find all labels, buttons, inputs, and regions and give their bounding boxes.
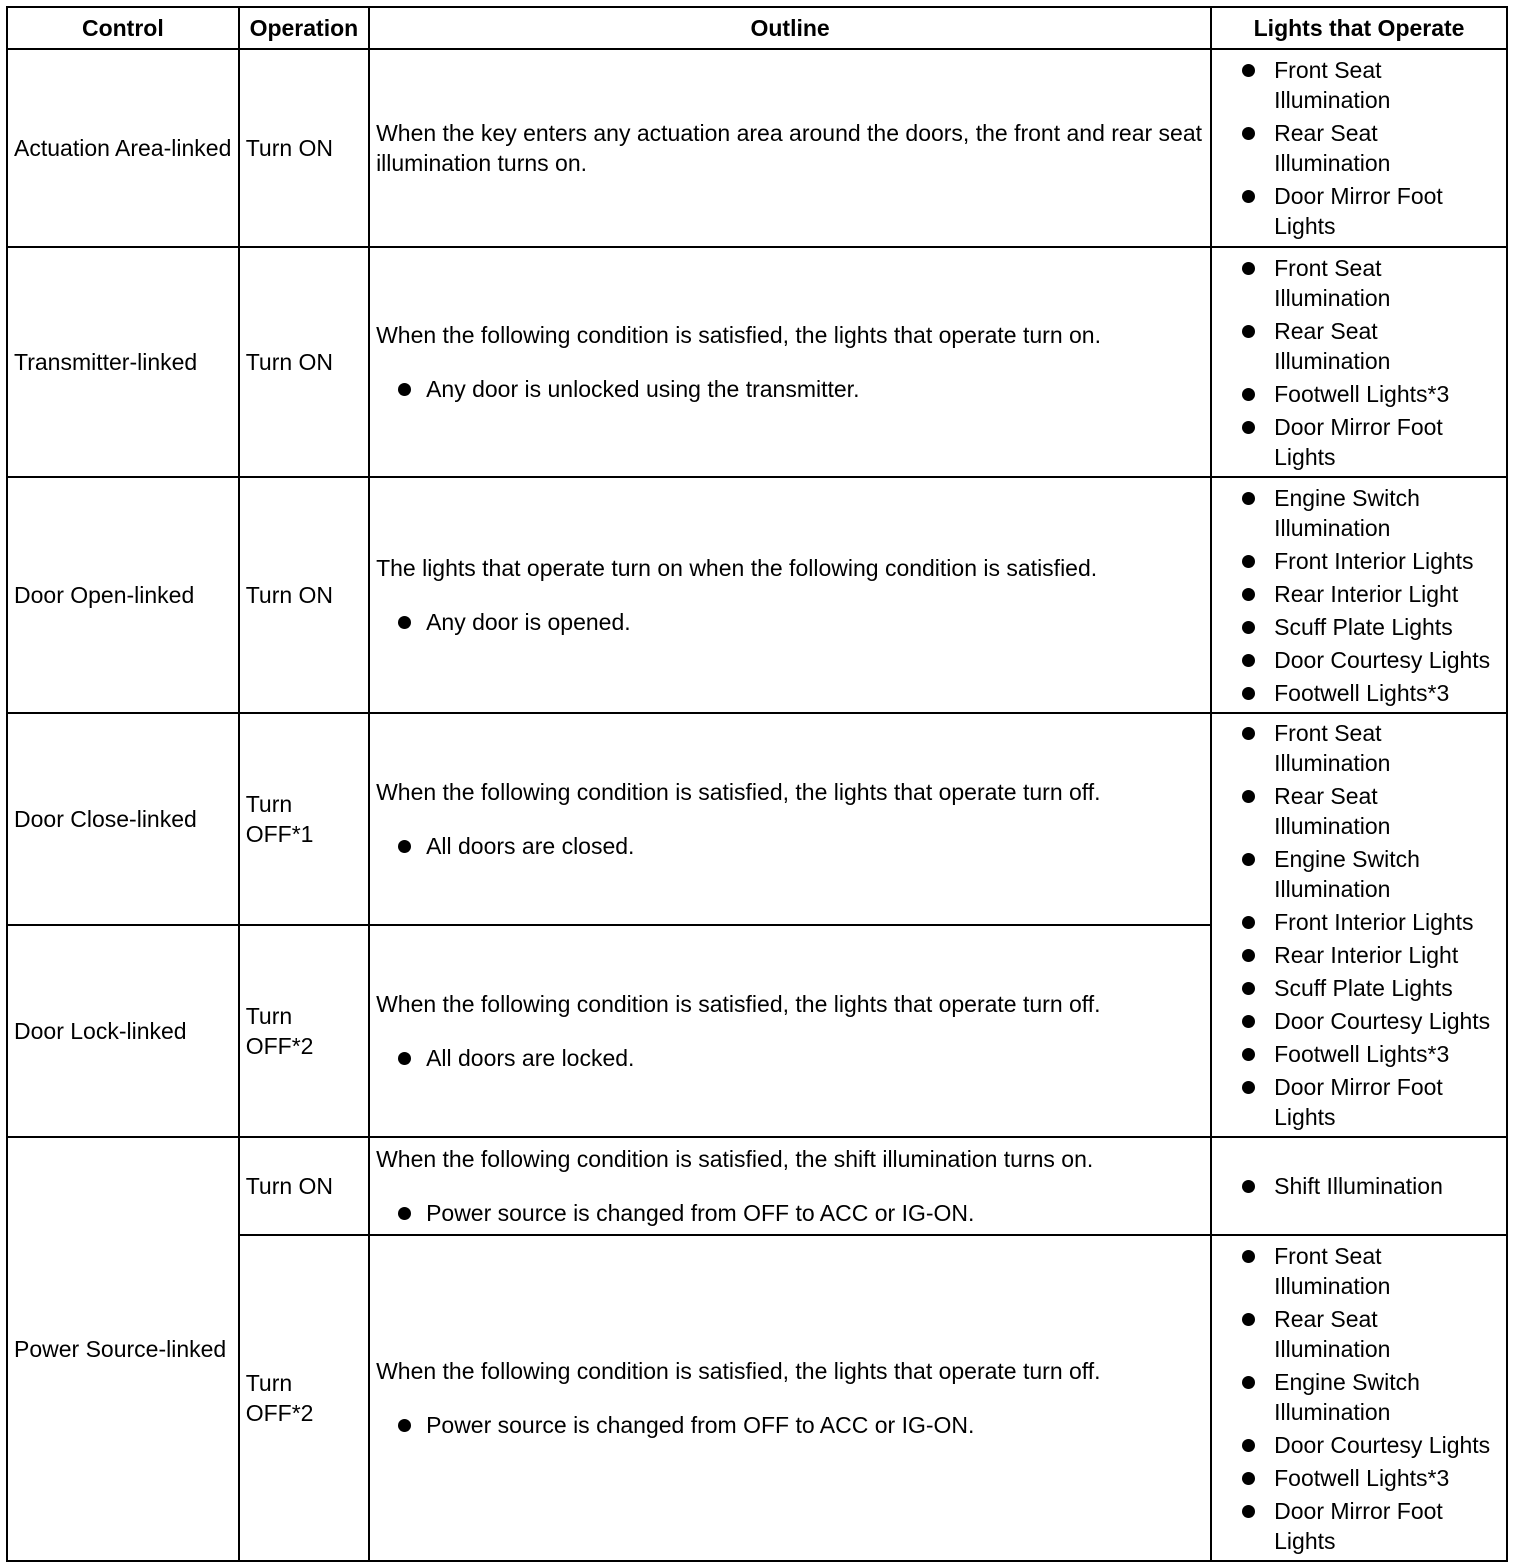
list-item: Door Mirror Foot Lights bbox=[1238, 1496, 1500, 1556]
table-row bbox=[7, 713, 1507, 925]
list-item: Door Mirror Foot Lights bbox=[1238, 1072, 1500, 1132]
outline-text: When the key enters any actuation area around the doors, the front and rear seat illumination turns on. bbox=[376, 120, 1203, 176]
condition-list bbox=[376, 831, 1204, 861]
lights-cell bbox=[1211, 247, 1507, 477]
list-item: Engine Switch Illumination bbox=[1238, 1367, 1500, 1427]
table-row bbox=[7, 1137, 1507, 1235]
condition-list bbox=[376, 607, 1204, 637]
list-item: Rear Interior Light bbox=[1238, 579, 1500, 609]
condition-list bbox=[376, 1043, 1204, 1073]
operation-cell: Turn OFF*2 bbox=[239, 1235, 369, 1561]
list-item: Front Seat Illumination bbox=[1238, 253, 1500, 313]
list-item: Door Courtesy Lights bbox=[1238, 1006, 1500, 1036]
control-cell: Door Open-linked bbox=[7, 477, 239, 713]
control-cell: Door Lock-linked bbox=[7, 925, 239, 1137]
list-item: Door Courtesy Lights bbox=[1238, 1430, 1500, 1460]
list-item: Scuff Plate Lights bbox=[1238, 973, 1500, 1003]
lights-control-table bbox=[6, 6, 1508, 1562]
list-item: Footwell Lights*3 bbox=[1238, 1463, 1500, 1493]
list-item: Rear Seat Illumination bbox=[1238, 316, 1500, 376]
header-outline: Outline bbox=[369, 7, 1211, 49]
condition-item: Power source is changed from OFF to ACC or IG-ON. bbox=[394, 1410, 1204, 1440]
header-row bbox=[7, 7, 1507, 49]
lights-cell bbox=[1211, 713, 1507, 1137]
list-item: Rear Seat Illumination bbox=[1238, 1304, 1500, 1364]
list-item: Front Interior Lights bbox=[1238, 546, 1500, 576]
outline-text: When the following condition is satisfied, the lights that operate turn on. bbox=[376, 322, 1101, 348]
list-item: Front Interior Lights bbox=[1238, 907, 1500, 937]
outline-cell bbox=[369, 477, 1211, 713]
lights-list bbox=[1218, 1241, 1500, 1556]
header-lights: Lights that Operate bbox=[1211, 7, 1507, 49]
header-operation: Operation bbox=[239, 7, 369, 49]
table-row bbox=[7, 477, 1507, 713]
list-item: Footwell Lights*3 bbox=[1238, 678, 1500, 708]
outline-cell bbox=[369, 247, 1211, 477]
condition-item: Any door is opened. bbox=[394, 607, 1204, 637]
table-row bbox=[7, 247, 1507, 477]
list-item: Door Courtesy Lights bbox=[1238, 645, 1500, 675]
list-item: Footwell Lights*3 bbox=[1238, 1039, 1500, 1069]
header-control: Control bbox=[7, 7, 239, 49]
operation-cell: Turn ON bbox=[239, 1137, 369, 1235]
list-item: Front Seat Illumination bbox=[1238, 718, 1500, 778]
outline-text: The lights that operate turn on when the following condition is satisfied. bbox=[376, 555, 1098, 581]
list-item: Rear Interior Light bbox=[1238, 940, 1500, 970]
condition-list bbox=[376, 1198, 1204, 1228]
control-cell: Door Close-linked bbox=[7, 713, 239, 925]
list-item: Rear Seat Illumination bbox=[1238, 781, 1500, 841]
lights-list bbox=[1218, 483, 1500, 708]
condition-item: Power source is changed from OFF to ACC or IG-ON. bbox=[394, 1198, 1204, 1228]
operation-cell: Turn ON bbox=[239, 247, 369, 477]
operation-cell: Turn OFF*1 bbox=[239, 713, 369, 925]
outline-text: When the following condition is satisfied, the shift illumination turns on. bbox=[376, 1146, 1094, 1172]
condition-list bbox=[376, 1410, 1204, 1440]
condition-list bbox=[376, 374, 1204, 404]
outline-text: When the following condition is satisfied, the lights that operate turn off. bbox=[376, 779, 1101, 805]
condition-item: Any door is unlocked using the transmitter. bbox=[394, 374, 1204, 404]
lights-cell bbox=[1211, 1235, 1507, 1561]
condition-item: All doors are locked. bbox=[394, 1043, 1204, 1073]
list-item: Rear Seat Illumination bbox=[1238, 118, 1500, 178]
list-item: Engine Switch Illumination bbox=[1238, 844, 1500, 904]
outline-cell bbox=[369, 925, 1211, 1137]
list-item: Scuff Plate Lights bbox=[1238, 612, 1500, 642]
operation-cell: Turn OFF*2 bbox=[239, 925, 369, 1137]
lights-list bbox=[1218, 253, 1500, 472]
lights-list bbox=[1218, 1171, 1500, 1201]
list-item: Door Mirror Foot Lights bbox=[1238, 181, 1500, 241]
list-item: Front Seat Illumination bbox=[1238, 1241, 1500, 1301]
outline-cell bbox=[369, 1137, 1211, 1235]
outline-text: When the following condition is satisfied, the lights that operate turn off. bbox=[376, 991, 1101, 1017]
operation-cell: Turn ON bbox=[239, 49, 369, 247]
operation-cell: Turn ON bbox=[239, 477, 369, 713]
outline-cell bbox=[369, 713, 1211, 925]
control-cell: Transmitter-linked bbox=[7, 247, 239, 477]
condition-item: All doors are closed. bbox=[394, 831, 1204, 861]
lights-cell bbox=[1211, 49, 1507, 247]
outline-cell bbox=[369, 49, 1211, 247]
outline-text: When the following condition is satisfied, the lights that operate turn off. bbox=[376, 1358, 1101, 1384]
table-row bbox=[7, 49, 1507, 247]
outline-cell bbox=[369, 1235, 1211, 1561]
list-item: Engine Switch Illumination bbox=[1238, 483, 1500, 543]
lights-cell bbox=[1211, 477, 1507, 713]
list-item: Shift Illumination bbox=[1238, 1171, 1500, 1201]
list-item: Front Seat Illumination bbox=[1238, 55, 1500, 115]
list-item: Door Mirror Foot Lights bbox=[1238, 412, 1500, 472]
control-cell: Power Source-linked bbox=[7, 1137, 239, 1561]
control-cell: Actuation Area-linked bbox=[7, 49, 239, 247]
lights-cell bbox=[1211, 1137, 1507, 1235]
lights-list bbox=[1218, 55, 1500, 241]
lights-list bbox=[1218, 718, 1500, 1132]
list-item: Footwell Lights*3 bbox=[1238, 379, 1500, 409]
